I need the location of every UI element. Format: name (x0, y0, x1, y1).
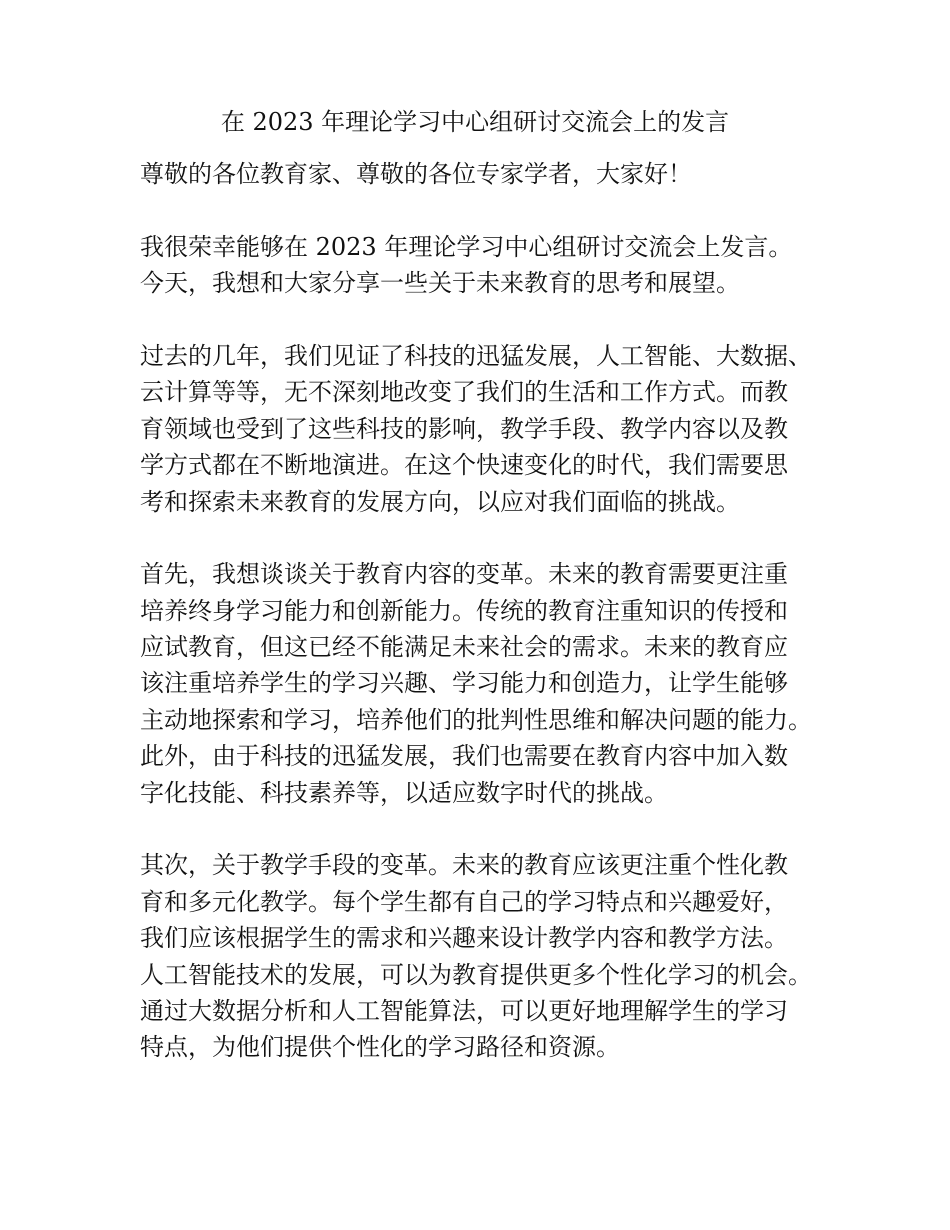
text-line: 特点，为他们提供个性化的学习路径和资源。 (140, 1033, 620, 1062)
text-line: 培养终身学习能力和创新能力。传统的教育注重知识的传授和 (140, 596, 788, 625)
text-line: 应试教育，但这已经不能满足未来社会的需求。未来的教育应 (140, 633, 788, 662)
text-line: 首先，我想谈谈关于教育内容的变革。未来的教育需要更注重 (140, 560, 788, 589)
text-line: 云计算等等，无不深刻地改变了我们的生活和工作方式。而教 (140, 378, 788, 407)
text-line: 字化技能、科技素养等，以适应数字时代的挑战。 (140, 778, 668, 807)
paragraph-gap (140, 302, 840, 338)
text-line: 主动地探索和学习，培养他们的批判性思维和解决问题的能力。 (140, 705, 812, 734)
text-line: 学方式都在不断地演进。在这个快速变化的时代，我们需要思 (140, 451, 788, 480)
text-line: 育领域也受到了这些科技的影响，教学手段、教学内容以及教 (140, 414, 788, 443)
text-line: 其次，关于教学手段的变革。未来的教育应该更注重个性化教 (140, 851, 788, 880)
text-line: 育和多元化教学。每个学生都有自己的学习特点和兴趣爱好， (140, 887, 788, 916)
text-line: 我们应该根据学生的需求和兴趣来设计教学内容和教学方法。 (140, 924, 788, 953)
text-line: 通过大数据分析和人工智能算法，可以更好地理解学生的学习 (140, 996, 788, 1025)
paragraph-3 (140, 556, 840, 811)
text-line: 此外，由于科技的迅猛发展，我们也需要在教育内容中加入数 (140, 742, 788, 771)
paragraph-1 (140, 229, 840, 302)
text-line: 过去的几年，我们见证了科技的迅猛发展，人工智能、大数据、 (140, 341, 812, 370)
paragraph-gap (140, 192, 840, 228)
paragraph-4 (140, 847, 840, 1065)
paragraph-2 (140, 338, 840, 520)
greeting-line: 尊敬的各位教育家、尊敬的各位专家学者，大家好！ (140, 160, 692, 188)
text-line: 我很荣幸能够在 2023 年理论学习中心组研讨交流会上发言。 (140, 232, 793, 261)
text-line: 该注重培养学生的学习兴趣、学习能力和创造力，让学生能够 (140, 669, 788, 698)
paragraph-gap (140, 520, 840, 556)
paragraph-gap (140, 811, 840, 847)
text-line: 今天，我想和大家分享一些关于未来教育的思考和展望。 (140, 269, 740, 298)
text-line: 考和探索未来教育的发展方向，以应对我们面临的挑战。 (140, 487, 740, 516)
text-line: 人工智能技术的发展，可以为教育提供更多个性化学习的机会。 (140, 960, 812, 989)
document-title: 在 2023 年理论学习中心组研讨交流会上的发言 (220, 108, 730, 136)
document-body (140, 156, 840, 1066)
